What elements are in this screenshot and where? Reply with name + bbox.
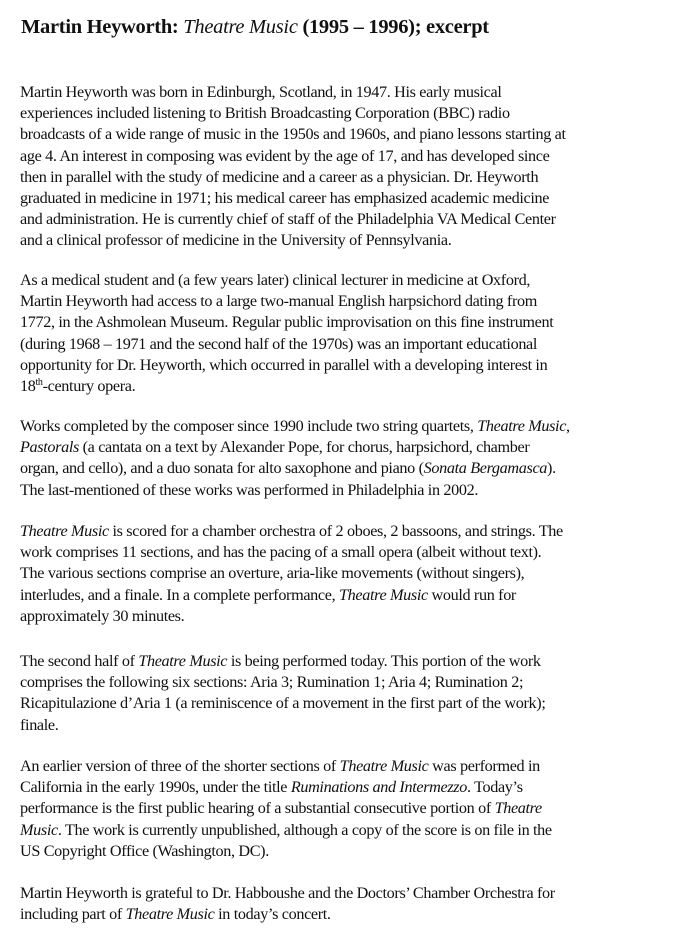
text-line: broadcasts of a wide range of music in the 1950s and 1960s, and piano lessons starting at: [20, 125, 566, 144]
text-line: work comprises 11 sections, and has the pacing of a small opera (albeit without text).: [20, 543, 542, 562]
text-run: ,: [566, 417, 570, 435]
work-title: Theatre Music: [125, 905, 215, 924]
text-line: [20, 904, 690, 925]
text-line: Martin Heyworth had access to a large two-manual English harpsichord dating from: [20, 292, 537, 311]
text-run: . The work is currently unpublished, although a copy of the score is on file in the: [57, 820, 552, 839]
work-title: Sonata Bergamasca: [423, 459, 548, 478]
paragraph-scoring: [20, 521, 690, 627]
text-line: finale.: [20, 715, 59, 734]
text-run: including part of: [20, 905, 126, 924]
paragraph-earlier-version: [20, 756, 690, 862]
text-line: [20, 777, 690, 798]
text-line: comprises the following six sections: Aria 3; Rumination 1; Aria 4; Rumination 2;: [20, 673, 524, 692]
text-line: [20, 416, 690, 437]
text-run: interludes, and a finale. In a complete performance,: [20, 585, 339, 604]
text-run: (a cantata on a text by Alexander Pope, for chorus, harpsichord, chamber: [78, 438, 530, 457]
work-title: Theatre Music: [477, 417, 567, 435]
work-title: Pastorals: [20, 438, 79, 457]
text-run: . Today’s: [466, 778, 523, 797]
text-line: Martin Heyworth was born in Edinburgh, Scotland, in 1947. His early musical: [20, 83, 502, 101]
work-title: Theatre Music: [339, 585, 428, 604]
work-title: Ruminations and Intermezzo: [290, 778, 467, 797]
text-line: [20, 585, 690, 606]
text-line: approximately 30 minutes.: [20, 606, 185, 625]
text-line: The last-mentioned of these works was performed in Philadelphia in 2002.: [20, 480, 479, 499]
text-line: US Copyright Office (Washington, DC).: [20, 841, 269, 860]
text-line: The various sections comprise an overture, aria-like movements (without singers),: [20, 564, 525, 583]
text-run: performance is the first public hearing of a substantial consecutive portion of: [20, 799, 495, 818]
century-number: 18: [20, 377, 36, 396]
work-title: Theatre: [494, 799, 542, 818]
text-line: Ricapitulazione d’Aria 1 (a reminiscence of a movement in the first part of the work);: [20, 694, 546, 713]
century-text: -century opera.: [42, 377, 136, 396]
text-line: [20, 756, 690, 777]
text-line: age 4. An interest in composing was evident by the age of 17, and has developed since: [20, 146, 550, 165]
text-run: An earlier version of three of the shorter sections of: [20, 757, 340, 775]
text-run: California in the early 1990s, under the title: [20, 778, 291, 797]
text-line: then in parallel with the study of medicine and a career as a physician. Dr. Heyworth: [20, 167, 539, 186]
title-work: Theatre Music: [183, 16, 298, 38]
title-composer: Martin Heyworth:: [21, 16, 184, 38]
paragraph-works: [20, 416, 690, 501]
text-run: is scored for a chamber orchestra of 2 oboes, 2 bassoons, and strings. The: [108, 522, 563, 540]
text-line: [20, 437, 690, 458]
text-line: 1772, in the Ashmolean Museum. Regular public improvisation on this fine instrument: [20, 313, 554, 332]
text-run: ).: [547, 459, 556, 478]
text-line: experiences included listening to British Broadcasting Corporation (BBC) radio: [20, 104, 510, 123]
text-line: [20, 651, 690, 672]
paragraph-biography: [20, 82, 690, 252]
text-run: Works completed by the composer since 1990 include two string quartets,: [20, 417, 478, 435]
paragraph-harpsichord: [20, 270, 690, 397]
work-title: Theatre Music: [20, 522, 109, 540]
text-line: Martin Heyworth is grateful to Dr. Habboushe and the Doctors’ Chamber Orchestra for: [20, 884, 555, 902]
text-run: The second half of: [20, 652, 139, 670]
text-run: organ, and cello), and a duo sonata for alto saxophone and piano (: [20, 459, 424, 478]
text-line: opportunity for Dr. Heyworth, which occurred in parallel with a developing interest in: [20, 355, 548, 374]
text-line: [20, 820, 690, 841]
work-title: Theatre Music: [138, 652, 228, 670]
text-line: graduated in medicine in 1971; his medical career has emphasized academic medicine: [20, 189, 550, 208]
text-line: and a clinical professor of medicine in the University of Pennsylvania.: [20, 231, 452, 250]
text-line: [20, 521, 690, 542]
text-line: [20, 376, 690, 397]
title-dates: (1995 – 1996); excerpt: [297, 16, 489, 38]
text-line: [20, 798, 690, 819]
text-line: [20, 458, 690, 479]
paragraph-acknowledgement: [20, 883, 690, 925]
work-title: Theatre Music: [339, 757, 429, 775]
text-run: would run for: [427, 585, 516, 604]
text-line: and administration. He is currently chief of staff of the Philadelphia VA Medical Center: [20, 210, 556, 229]
paragraph-today: [20, 651, 690, 736]
work-title: Music: [20, 820, 58, 839]
text-line: (during 1968 – 1971 and the second half of the 1970s) was an important educational: [20, 334, 538, 353]
text-run: was performed in: [428, 757, 540, 775]
text-line: As a medical student and (a few years later) clinical lecturer in medicine at Oxford,: [20, 271, 531, 289]
ordinal-superscript: th: [35, 377, 43, 389]
text-run: is being performed today. This portion of the work: [227, 652, 541, 670]
page-title: [21, 16, 489, 39]
text-run: in today’s concert.: [214, 905, 331, 924]
